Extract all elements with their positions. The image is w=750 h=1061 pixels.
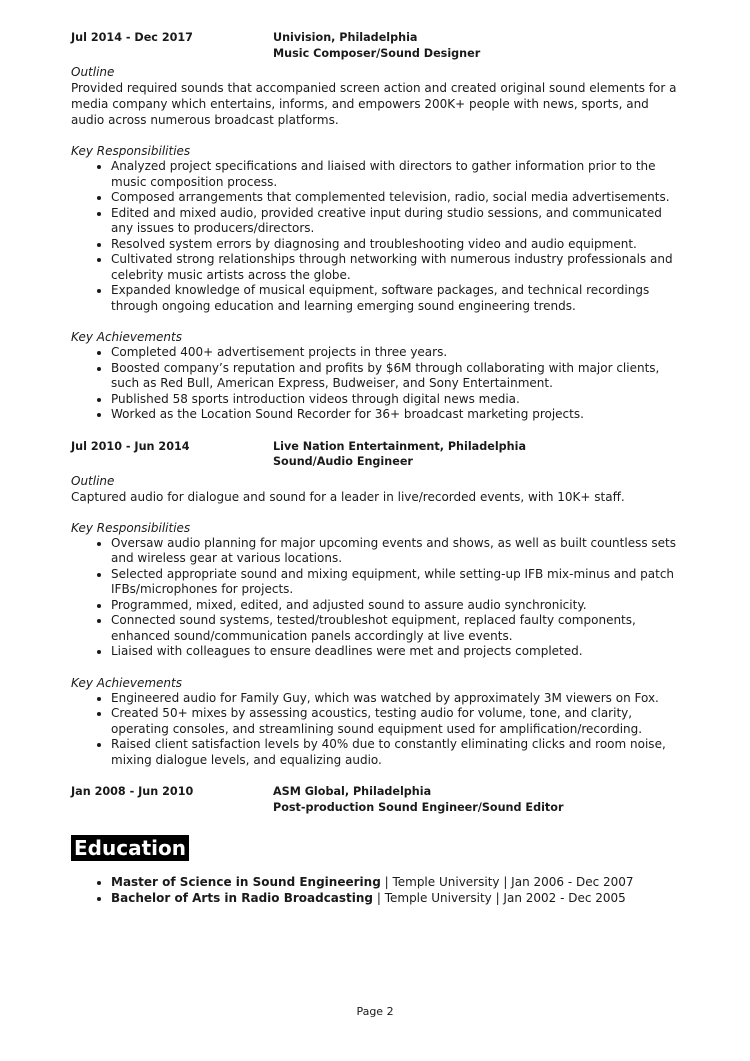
job-company: Live Nation Entertainment, Philadelphia	[273, 439, 527, 453]
list-item: • Raised client satisfaction levels by 40% due to constantly eliminating clicks and room noise, mixing dialogue levels, and equalizing audio.	[111, 737, 683, 768]
list-item: • Oversaw audio planning for major upcoming events and shows, as well as built countless sets and wireless gear at various locations.	[111, 536, 683, 567]
achievements-label: Key Achievements	[71, 330, 182, 344]
page-number: Page 2	[356, 1005, 394, 1018]
list-item: • Worked as the Location Sound Recorder for 36+ broadcast marketing projects.	[111, 407, 683, 423]
job-header	[71, 439, 683, 470]
achievements-label: Key Achievements	[71, 675, 182, 690]
achievements-list	[71, 691, 683, 769]
list-item: • Resolved system errors by diagnosing and troubleshooting video and audio equipment.	[111, 237, 683, 253]
degree-name: Bachelor of Arts in Radio Broadcasting	[111, 890, 374, 905]
responsibilities-label: Key Responsibilities	[71, 144, 191, 158]
responsibilities-list	[71, 159, 683, 314]
list-item: • Liaised with colleagues to ensure deadlines were met and projects completed.	[111, 644, 683, 660]
list-item	[111, 875, 683, 891]
job-entry-asm-global	[71, 784, 683, 815]
job-dates: Jul 2010 - Jun 2014	[71, 439, 190, 453]
responsibilities-label: Key Responsibilities	[71, 520, 191, 535]
resume-page	[71, 30, 683, 906]
education-section	[71, 835, 683, 906]
list-item: • Boosted company’s reputation and profits by $6M through collaborating with major clients, such as Red Bull, American Express, Budweiser, and Sony Entertainment.	[111, 361, 683, 392]
list-item: • Expanded knowledge of musical equipment, software packages, and technical recordings through ongoing education and learning emerging sound engineering trends.	[111, 283, 683, 314]
list-item: • Analyzed project specifications and liaised with directors to gather information prior to the music composition process.	[111, 159, 683, 190]
outline-label: Outline	[71, 65, 115, 79]
list-item	[111, 891, 683, 907]
responsibilities-list	[71, 536, 683, 660]
list-item: • Cultivated strong relationships through networking with numerous industry professionals and celebrity music artists across the globe.	[111, 252, 683, 283]
education-list	[71, 875, 683, 906]
job-entry-live-nation	[71, 439, 683, 769]
job-dates: Jul 2014 - Dec 2017	[71, 31, 193, 44]
outline-text: Provided required sounds that accompanied screen action and created original sound elements for a media company which entertains, informs, and empowers 200K+ people with news, sports, and audio across numerous broadcast platforms.	[71, 81, 677, 127]
job-dates: Jan 2008 - Jun 2010	[71, 785, 194, 798]
list-item: • Completed 400+ advertisement projects in three years.	[111, 345, 683, 361]
list-item: • Selected appropriate sound and mixing equipment, while setting-up IFB mix-minus and patch IFBs/microphones for projects.	[111, 567, 683, 598]
section-heading: Education	[71, 835, 189, 861]
list-item: • Published 58 sports introduction videos through digital news media.	[111, 392, 683, 408]
list-item: • Connected sound systems, tested/troubleshot equipment, replaced faulty components, enhanced sound/communication panels accordingly at live events.	[111, 613, 683, 644]
degree-details: | Temple University | Jan 2006 - Dec 2007	[380, 875, 634, 889]
job-company: Univision, Philadelphia	[273, 31, 418, 44]
outline-label: Outline	[71, 473, 115, 488]
job-entry-univision	[71, 30, 683, 423]
job-title: Sound/Audio Engineer	[273, 455, 413, 468]
job-title: Music Composer/Sound Designer	[273, 46, 481, 60]
degree-name: Master of Science in Sound Engineering	[111, 875, 381, 889]
achievements-list	[71, 345, 683, 423]
job-header	[71, 784, 683, 815]
job-header	[71, 30, 683, 61]
list-item: • Composed arrangements that complemented television, radio, social media advertisements.	[111, 190, 683, 206]
job-company: ASM Global, Philadelphia	[273, 785, 432, 798]
list-item: • Programmed, mixed, edited, and adjusted sound to assure audio synchronicity.	[111, 598, 683, 614]
job-title: Post-production Sound Engineer/Sound Editor	[273, 800, 564, 814]
outline-text: Captured audio for dialogue and sound for a leader in live/recorded events, with 10K+ staff.	[71, 489, 625, 504]
degree-details: | Temple University | Jan 2002 - Dec 2005	[373, 890, 626, 905]
list-item: • Created 50+ mixes by assessing acoustics, testing audio for volume, tone, and clarity, operating consoles, and streamlining sound equipment used for amplification/recording.	[111, 706, 683, 737]
list-item: • Edited and mixed audio, provided creative input during studio sessions, and communicated any issues to producers/directors.	[111, 206, 683, 237]
list-item: • Engineered audio for Family Guy, which was watched by approximately 3M viewers on Fox.	[111, 691, 683, 707]
